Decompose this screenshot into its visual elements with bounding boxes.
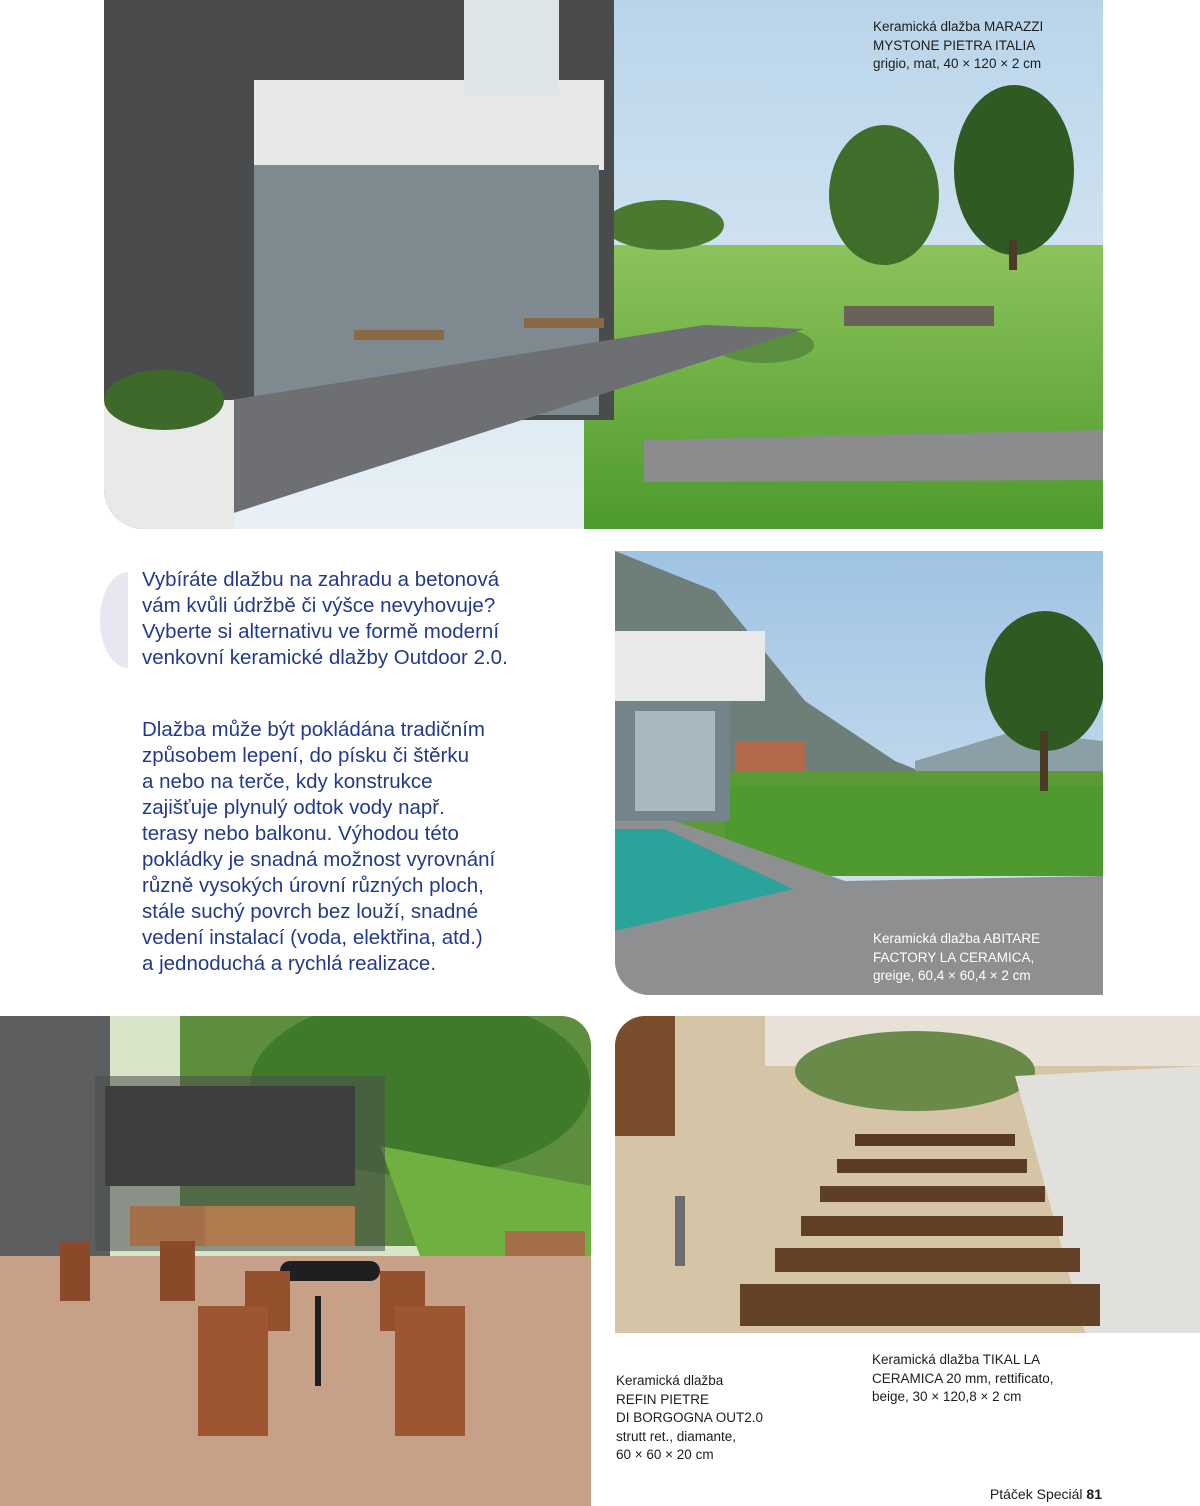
lead-paragraph: Vybíráte dlažbu na zahradu a betonová vám kvůli údržbě či výšce nevyhovuje? Vyberte si alternativu ve formě moderní venkovní keramické dlažby Outdoor 2.0.	[142, 568, 508, 669]
caption-tikal: Keramická dlažba TIKAL LA CERAMICA 20 mm, rettificato, beige, 30 × 120,8 × 2 cm	[872, 1352, 1054, 1404]
photo-outdoor-lounge	[0, 1016, 591, 1506]
body-paragraph: Dlažba může být pokládána tradičním způsobem lepení, do písku či štěrku a nebo na terče, kdy konstrukce zajišťuje plynulý odtok vody např. terasy nebo balkonu. Výhodou této pokládky je snadná možnost vyrovnání různě vysokých úrovní různých ploch, stále suchý povrch bez louží, snadné vedení instalací (voda, elektřina, atd.) a jednoduchá a rychlá realizace.	[142, 718, 496, 975]
caption-refin: Keramická dlažba REFIN PIETRE DI BORGOGNA OUT2.0 strutt ret., diamante, 60 × 60 × 20 cm	[616, 1373, 764, 1462]
page-number: 81	[1086, 1486, 1102, 1502]
photo-house-terrace	[104, 0, 1103, 529]
caption-abitare: Keramická dlažba ABITARE FACTORY LA CERAMICA, greige, 60,4 × 60,4 × 2 cm	[873, 931, 1041, 983]
photo-gravel-path	[615, 1016, 1200, 1333]
photo-pool-terrace	[615, 551, 1103, 995]
page-footer	[990, 1486, 1102, 1502]
caption-marazzi: Keramická dlažba MARAZZI MYSTONE PIETRA ITALIA grigio, mat, 40 × 120 × 2 cm	[873, 19, 1044, 71]
footer-brand: Ptáček Speciál	[989, 1486, 1083, 1502]
